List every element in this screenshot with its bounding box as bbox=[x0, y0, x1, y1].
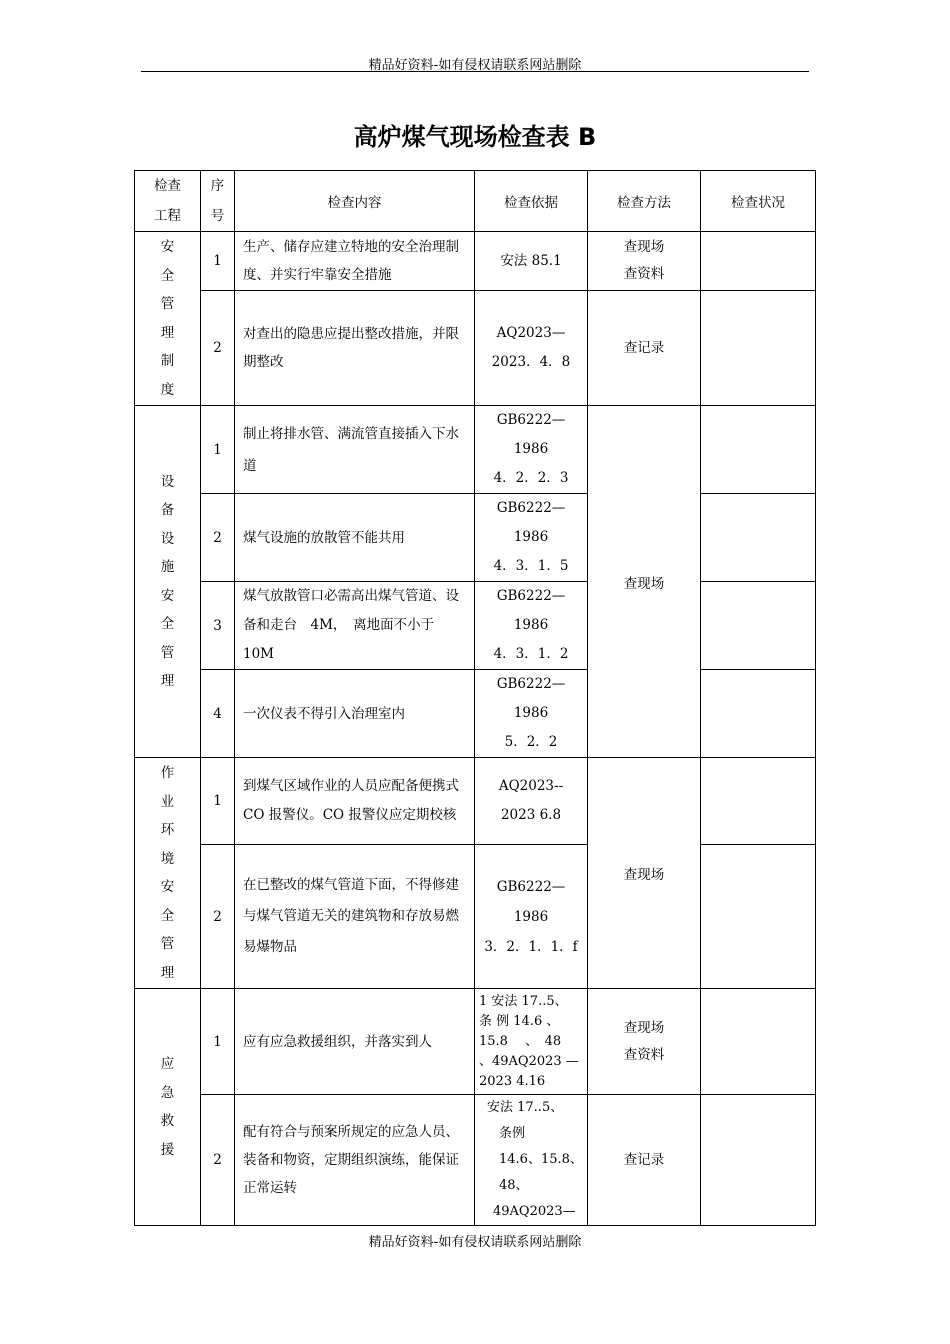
basis-line: 15.8 、 48 bbox=[479, 1033, 562, 1049]
table-row bbox=[135, 670, 816, 758]
status-cell[interactable] bbox=[701, 232, 816, 291]
group-char: 全 bbox=[160, 616, 175, 632]
group-name-safety-management bbox=[135, 232, 201, 406]
col-header-status: 检查状况 bbox=[701, 171, 816, 232]
basis-cell bbox=[475, 1095, 588, 1226]
basis-cell bbox=[475, 989, 588, 1095]
basis-line: 14.6、15.8、 bbox=[499, 1152, 583, 1167]
basis-line: 安法 85.1 bbox=[500, 252, 562, 269]
basis-cell bbox=[475, 406, 588, 494]
basis-line: 5．2．2 bbox=[504, 734, 558, 750]
method-cell bbox=[588, 989, 701, 1095]
col-header-content: 检查内容 bbox=[235, 171, 475, 232]
table-row bbox=[135, 582, 816, 670]
status-cell[interactable] bbox=[701, 494, 816, 582]
group-name-equipment-safety bbox=[135, 406, 201, 758]
group-char: 设 bbox=[160, 530, 175, 547]
content-cell: 一次仪表不得引入治理室内 bbox=[235, 670, 475, 758]
basis-line: 1986 bbox=[513, 441, 549, 457]
basis-line: 1 安法 17..5、 bbox=[479, 993, 568, 1009]
group-char: 施 bbox=[160, 559, 175, 575]
method-cell: 查现场 bbox=[588, 406, 701, 758]
group-char: 制 bbox=[160, 353, 175, 369]
status-cell[interactable] bbox=[701, 291, 816, 406]
basis-line: 49AQ2023— bbox=[493, 1204, 576, 1219]
basis-line: 安法 17..5、 bbox=[487, 1100, 564, 1115]
seq-cell: 1 bbox=[201, 758, 235, 845]
basis-line: 2023．4．8 bbox=[491, 354, 571, 370]
table-row bbox=[135, 232, 816, 291]
seq-cell: 2 bbox=[201, 1095, 235, 1226]
content-cell: 煤气设施的放散管不能共用 bbox=[235, 494, 475, 582]
basis-cell bbox=[475, 291, 588, 406]
table-row bbox=[135, 291, 816, 406]
table-row bbox=[135, 494, 816, 582]
basis-line: GB6222— bbox=[496, 676, 566, 692]
page-header: 精品好资料-如有侵权请联系网站删除 bbox=[368, 58, 582, 73]
basis-line: 条例 bbox=[499, 1126, 526, 1141]
group-char: 应 bbox=[160, 1056, 175, 1072]
seq-cell: 2 bbox=[201, 494, 235, 582]
basis-line: 3．2．1．1．f bbox=[484, 938, 578, 955]
basis-line: GB6222— bbox=[496, 500, 566, 516]
col-header-project-line2: 工程 bbox=[154, 208, 181, 224]
method-line: 查记录 bbox=[623, 1151, 665, 1168]
status-cell[interactable] bbox=[701, 845, 816, 989]
group-char: 作 bbox=[160, 765, 175, 781]
content-cell: 生产、储存应建立特地的安全治理制度、并实行牢靠安全措施 bbox=[235, 232, 475, 291]
group-char: 理 bbox=[160, 964, 175, 981]
group-char: 环 bbox=[160, 822, 175, 838]
group-char: 度 bbox=[160, 381, 175, 398]
basis-line: AQ2023-- bbox=[498, 778, 564, 794]
content-cell: 对查出的隐患应提出整改措施，并限期整改 bbox=[235, 291, 475, 406]
page-title: 高炉煤气现场检查表 B bbox=[353, 123, 597, 151]
method-cell bbox=[588, 1095, 701, 1226]
group-char: 安 bbox=[160, 587, 175, 604]
group-char: 管 bbox=[160, 936, 175, 952]
basis-line: 4．3．1．5 bbox=[493, 558, 569, 574]
basis-cell bbox=[475, 232, 588, 291]
basis-line: GB6222— bbox=[496, 878, 566, 895]
status-cell[interactable] bbox=[701, 406, 816, 494]
status-cell[interactable] bbox=[701, 582, 816, 670]
group-char: 管 bbox=[160, 296, 175, 312]
content-cell: 配有符合与预案所规定的应急人员、装备和物资，定期组织演练，能保证正常运转 bbox=[235, 1095, 475, 1226]
method-line: 查现场 bbox=[623, 239, 665, 255]
status-cell[interactable] bbox=[701, 1095, 816, 1226]
group-char: 备 bbox=[160, 502, 175, 518]
col-header-project bbox=[135, 171, 201, 232]
status-cell[interactable] bbox=[701, 670, 816, 758]
content-cell: 应有应急救援组织，并落实到人 bbox=[235, 989, 475, 1095]
basis-line: 4．3．1．2 bbox=[493, 646, 569, 662]
basis-line: GB6222— bbox=[496, 412, 566, 428]
group-char: 安 bbox=[160, 879, 175, 895]
basis-cell bbox=[475, 582, 588, 670]
method-cell: 查现场 bbox=[588, 758, 701, 989]
group-char: 业 bbox=[160, 793, 175, 810]
seq-cell: 2 bbox=[201, 845, 235, 989]
basis-line: 4．2．2．3 bbox=[493, 470, 569, 486]
basis-line: 48、 bbox=[499, 1178, 529, 1193]
seq-cell: 1 bbox=[201, 406, 235, 494]
method-line: 查资料 bbox=[623, 266, 665, 282]
basis-cell bbox=[475, 845, 588, 989]
group-char: 管 bbox=[160, 644, 175, 661]
basis-line: AQ2023— bbox=[496, 325, 566, 341]
basis-line: 2023 4.16 bbox=[479, 1073, 546, 1089]
method-line: 查记录 bbox=[623, 339, 665, 356]
content-cell: 到煤气区域作业的人员应配备便携式 CO 报警仪。CO 报警仪应定期校核 bbox=[235, 758, 475, 845]
seq-cell: 3 bbox=[201, 582, 235, 670]
group-name-emergency-rescue bbox=[135, 989, 201, 1226]
table-row bbox=[135, 1095, 816, 1226]
method-line: 查现场 bbox=[623, 1019, 665, 1036]
group-char: 理 bbox=[160, 673, 175, 689]
seq-cell: 2 bbox=[201, 291, 235, 406]
col-header-method: 检查方法 bbox=[588, 171, 701, 232]
seq-cell: 1 bbox=[201, 232, 235, 291]
header-rule bbox=[141, 71, 809, 72]
table-row bbox=[135, 758, 816, 845]
method-cell bbox=[588, 232, 701, 291]
basis-line: 1986 bbox=[513, 617, 549, 633]
status-cell[interactable] bbox=[701, 989, 816, 1095]
group-name-work-environment bbox=[135, 758, 201, 989]
basis-cell bbox=[475, 670, 588, 758]
group-char: 理 bbox=[160, 324, 175, 341]
group-char: 全 bbox=[160, 907, 175, 924]
basis-cell bbox=[475, 494, 588, 582]
status-cell[interactable] bbox=[701, 758, 816, 845]
table-row bbox=[135, 406, 816, 494]
basis-cell bbox=[475, 758, 588, 845]
col-header-project-line1: 检查 bbox=[154, 178, 181, 194]
group-char: 急 bbox=[160, 1084, 175, 1101]
col-header-seq bbox=[201, 171, 235, 232]
group-char: 援 bbox=[160, 1141, 175, 1158]
group-char: 设 bbox=[160, 473, 175, 490]
group-char: 全 bbox=[160, 267, 175, 284]
basis-line: 条 例 14.6 、 bbox=[479, 1013, 560, 1029]
content-cell: 在已整改的煤气管道下面，不得修建与煤气管道无关的建筑物和存放易燃易爆物品 bbox=[235, 845, 475, 989]
seq-cell: 1 bbox=[201, 989, 235, 1095]
group-char: 救 bbox=[160, 1113, 175, 1129]
page-footer: 精品好资料-如有侵权请联系网站删除 bbox=[368, 1235, 582, 1250]
group-char: 境 bbox=[160, 850, 175, 867]
table-row bbox=[135, 845, 816, 989]
basis-line: 、49AQ2023 — bbox=[479, 1053, 579, 1069]
content-cell: 制止将排水管、满流管直接插入下水道 bbox=[235, 406, 475, 494]
basis-line: 1986 bbox=[513, 529, 549, 545]
seq-cell: 4 bbox=[201, 670, 235, 758]
inspection-table bbox=[134, 170, 816, 1226]
content-cell: 煤气放散管口必需高出煤气管道、设备和走台 4M， 离地面不小于 10M bbox=[235, 582, 475, 670]
table-header-row bbox=[135, 171, 816, 232]
basis-line: GB6222— bbox=[496, 588, 566, 604]
table-row bbox=[135, 989, 816, 1095]
method-cell bbox=[588, 291, 701, 406]
method-line: 查资料 bbox=[623, 1046, 665, 1063]
col-header-basis: 检查依据 bbox=[475, 171, 588, 232]
basis-line: 1986 bbox=[513, 705, 549, 721]
col-header-seq-line2: 号 bbox=[210, 208, 225, 224]
col-header-seq-line1: 序 bbox=[210, 178, 225, 194]
group-char: 安 bbox=[160, 239, 175, 255]
basis-line: 1986 bbox=[513, 908, 549, 925]
basis-line: 2023 6.8 bbox=[500, 807, 562, 823]
